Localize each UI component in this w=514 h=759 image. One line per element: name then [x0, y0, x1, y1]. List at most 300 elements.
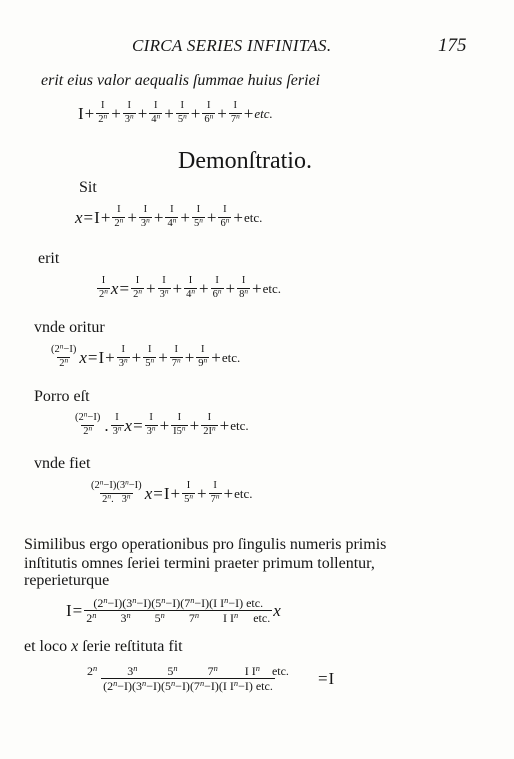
- eq1-den: [202, 113, 215, 126]
- eq8-e: n: [113, 679, 118, 689]
- eq5-den: [171, 425, 187, 438]
- eq7-e: n: [190, 596, 195, 606]
- eq2-den-base: 5: [193, 217, 200, 229]
- eq8-e: n: [170, 679, 176, 689]
- eq6-num: I: [213, 480, 217, 491]
- eq8-eq: =: [317, 669, 328, 688]
- eq7-one: I: [66, 601, 72, 620]
- eq4-num-exp: n: [59, 341, 64, 351]
- eq6-den-exp2: n: [126, 491, 131, 501]
- eq5-eq: =: [133, 415, 143, 435]
- eq8-e: n: [199, 679, 205, 689]
- equation-4: [48, 341, 241, 369]
- eq1-plus: +: [84, 103, 95, 123]
- eq1-den-base: 2: [98, 113, 104, 125]
- eq2-den: [192, 217, 205, 230]
- eq2-den: [139, 217, 152, 230]
- eq2-num: I: [196, 204, 201, 215]
- eq8-one: I: [328, 669, 335, 688]
- eq7-etc: etc.: [253, 611, 271, 625]
- eq6-num-c: (3: [116, 480, 126, 491]
- eq2-num: I: [117, 204, 121, 215]
- equation-2: [75, 205, 262, 229]
- eq4-den-base: 2: [59, 357, 65, 369]
- eq1-num: I: [233, 100, 238, 111]
- eq4-den-exp: n: [64, 355, 69, 365]
- word-erit: erit: [38, 250, 60, 267]
- eq3-plus: +: [225, 278, 236, 298]
- eq4-num-a: (2: [51, 344, 60, 355]
- eq7-b7: 7: [188, 611, 195, 625]
- eq8-m: −I): [238, 679, 253, 693]
- eq3-plus: +: [199, 278, 209, 298]
- eq4-x: x: [79, 347, 87, 367]
- eq3-den: [184, 288, 197, 301]
- eq8-t11: (I I: [218, 679, 234, 693]
- eq1-den: [149, 113, 162, 126]
- eq3-den: [158, 288, 171, 301]
- eq5-plus: +: [189, 415, 200, 435]
- eq7-t11: (I I: [209, 596, 225, 610]
- eq7-e: n: [126, 611, 131, 621]
- eq4-frac-7: [170, 345, 183, 369]
- eq8-den: [101, 678, 275, 692]
- eq8-t5: (5: [160, 679, 171, 693]
- eq3-frac-8: [237, 276, 250, 300]
- eq5-frac-3: [145, 413, 158, 437]
- eq2-plus: +: [233, 207, 243, 227]
- eq1-den-exp: n: [236, 111, 240, 121]
- eq6-num-b: −I): [103, 480, 117, 491]
- eq4-plus: +: [211, 347, 221, 367]
- eq3-num: I: [162, 275, 166, 286]
- eq7-e: n: [234, 611, 239, 621]
- eq8-m: −I): [146, 679, 161, 693]
- eq1-num: I: [100, 100, 105, 111]
- eq8-b11: I I: [244, 664, 256, 678]
- eq8-t2: (2: [103, 679, 114, 693]
- eq8-e: n: [255, 664, 260, 674]
- equation-3: [96, 276, 281, 300]
- eq4-frac-5: [143, 345, 156, 369]
- eq2-frac-5: [192, 205, 205, 229]
- eq5-den-exp: n: [151, 423, 156, 433]
- eq8-m: −I): [204, 679, 219, 693]
- eq6-frac-7: [209, 481, 222, 505]
- eq8-e: n: [93, 664, 98, 674]
- eq5-num-b: −I): [87, 412, 101, 423]
- eq4-den-base: 9: [198, 357, 204, 369]
- eq7-m: −I): [228, 596, 244, 610]
- eq1-plus: +: [137, 103, 148, 123]
- eq8-m: −I): [175, 679, 190, 693]
- eq4-num: I: [121, 344, 125, 355]
- eq3-num: I: [215, 275, 219, 286]
- eq4-num: I: [201, 344, 205, 355]
- eq6-den-base: 5: [184, 493, 190, 505]
- eq5-num: I: [149, 412, 153, 423]
- eq4-num: I: [174, 344, 178, 355]
- word-vnde-oritur: vnde oritur: [34, 319, 105, 336]
- eq7-e: n: [160, 611, 165, 621]
- eq1-den-exp: n: [103, 111, 108, 121]
- eq6-den-exp: n: [107, 491, 112, 501]
- eq5-den-exp: n: [117, 423, 122, 433]
- eq3-frac-lhs: [97, 276, 110, 300]
- eq6-plus: +: [223, 483, 234, 503]
- eq1-frac-4: [149, 101, 162, 125]
- eq4-eq: =: [87, 347, 98, 367]
- eq7-eq: =: [72, 601, 83, 620]
- eq3-x: x: [110, 278, 119, 298]
- eq7-b2: 2: [86, 611, 93, 625]
- et-loco: et loco: [24, 638, 68, 655]
- eq1-num: I: [180, 100, 185, 111]
- eq7-t2: (2: [93, 596, 104, 610]
- eq8-b7: 7: [207, 664, 214, 678]
- eq1-den-exp: n: [156, 111, 161, 121]
- eq8-num: [85, 665, 291, 678]
- eq1-den: [96, 113, 109, 126]
- eq7-t3: (3: [122, 596, 133, 610]
- eq7-e: n: [224, 596, 229, 606]
- eq3-plus: +: [252, 278, 262, 298]
- eq3-den-exp: n: [138, 286, 142, 296]
- running-head-title: CIRCA SERIES INFINITAS.: [132, 36, 332, 55]
- eq7-t7: (7: [180, 596, 191, 610]
- eq3-eq: =: [119, 278, 130, 298]
- eq1-frac-2: [96, 101, 109, 125]
- word-porro-est: Porro eſt: [34, 388, 90, 405]
- eq3-plus: +: [145, 278, 156, 298]
- eq4-plus: +: [105, 347, 115, 367]
- eq6-num: [89, 477, 144, 493]
- eq1-frac-7: [229, 101, 242, 125]
- eq3-den-exp: n: [244, 286, 249, 296]
- eq8-b5: 5: [167, 664, 174, 678]
- eq4-frac-3: [117, 345, 130, 369]
- eq4-frac-9: [196, 345, 209, 369]
- intro-line: erit eius valor aequalis ſummae huius ſeriei: [41, 72, 321, 89]
- eq6-den: [100, 493, 132, 506]
- eq8-e: n: [133, 664, 138, 674]
- eq7-x: x: [273, 601, 281, 620]
- eq4-plus: +: [184, 347, 195, 367]
- eq6-x: x: [144, 483, 153, 503]
- eq1-num: I: [127, 100, 131, 111]
- eq7-b3: 3: [120, 611, 127, 625]
- eq2-den-exp: n: [199, 215, 203, 225]
- eq4-frac-lhs: [49, 341, 78, 369]
- eq5-den-exp: n: [88, 423, 93, 433]
- eq1-plus: +: [243, 103, 254, 123]
- eq3-den-exp: n: [164, 286, 169, 296]
- eq3-den-exp: n: [217, 286, 222, 296]
- eq5-den-exp: n: [181, 423, 186, 433]
- eq8-b2: 2: [87, 664, 93, 678]
- eq1-den-base: 3: [124, 113, 131, 125]
- eq3-den: [237, 288, 250, 301]
- eq4-den: [196, 357, 209, 370]
- eq7-e: n: [161, 596, 166, 606]
- eq3-frac-2: [131, 276, 144, 300]
- eq8-m: −I): [117, 679, 133, 693]
- eq8-t3: (3: [132, 679, 143, 693]
- et-loco-line: [24, 639, 183, 655]
- eq3-den: [97, 288, 110, 301]
- eq5-den: [145, 425, 158, 438]
- eq1-den: [229, 113, 242, 126]
- eq5-den-base: 3: [112, 425, 118, 437]
- eq3-den-base: 2: [133, 288, 139, 300]
- eq4-den-exp: n: [150, 355, 155, 365]
- eq5-frac-15: [171, 413, 187, 437]
- eq1-den-exp: n: [130, 111, 134, 121]
- eq2-den-base: 4: [167, 217, 173, 229]
- word-vnde-fiet: vnde fiet: [34, 455, 91, 472]
- eq6-frac-lhs: [89, 477, 144, 505]
- eq3-num: I: [101, 275, 106, 286]
- eq5-num: I: [115, 412, 119, 423]
- eq6-den: [209, 493, 222, 506]
- eq1-den-base: 5: [177, 113, 184, 125]
- eq7-num: [91, 597, 265, 610]
- eq5-num-a: (2: [75, 412, 84, 423]
- eq7-e: n: [92, 611, 97, 621]
- serie-restituta: ſerie reſtituta fit: [82, 638, 183, 655]
- eq5-x: x: [124, 415, 133, 435]
- eq4-den-base: 5: [145, 357, 151, 369]
- eq2-plus: +: [100, 207, 111, 227]
- eq6-den-dot: .: [111, 493, 114, 505]
- eq2-den-exp: n: [225, 215, 230, 225]
- eq1-den-base: 7: [230, 113, 237, 125]
- eq1-num: I: [154, 100, 158, 111]
- eq1-num: I: [207, 100, 211, 111]
- eq5-den: [111, 425, 124, 438]
- eq6-den-exp: n: [215, 491, 220, 501]
- eq4-den: [170, 357, 183, 370]
- eq6-num-exp2: n: [125, 477, 129, 487]
- eq3-num: I: [135, 275, 140, 286]
- eq5-den-base: 3: [146, 425, 152, 437]
- eq1-plus: +: [164, 103, 174, 123]
- eq6-plus: +: [170, 483, 181, 503]
- eq6-eq: =: [153, 483, 163, 503]
- eq4-etc: etc.: [221, 349, 241, 365]
- closing-line-3: reperieturque: [24, 572, 110, 589]
- eq3-frac-6: [211, 276, 224, 300]
- eq8-b3: 3: [127, 664, 134, 678]
- eq7-m: −I): [165, 596, 181, 610]
- eq5-den-base: 2I: [203, 425, 212, 437]
- equation-8: [84, 665, 334, 692]
- eq6-frac-5: [182, 481, 195, 505]
- eq5-frac-b: [111, 413, 124, 437]
- eq6-plus: +: [197, 483, 207, 503]
- eq6-etc: etc.: [234, 485, 253, 501]
- eq6-num: I: [186, 480, 191, 491]
- eq6-den-base2: 3: [121, 493, 127, 505]
- eq2-den-exp: n: [146, 215, 150, 225]
- word-sit: Sit: [79, 179, 97, 196]
- eq3-den-exp: n: [104, 286, 108, 296]
- eq5-num-exp: n: [83, 409, 88, 419]
- eq1-plus: +: [111, 103, 121, 123]
- eq4-den-exp: n: [124, 355, 128, 365]
- eq7-m: −I): [136, 596, 152, 610]
- eq5-num: I: [177, 412, 182, 423]
- eq3-frac-3: [158, 276, 171, 300]
- eq3-num: I: [188, 275, 193, 286]
- eq6-num-d: −I): [128, 480, 142, 491]
- closing-line-1: Similibus ergo operationibus pro ſingulis numeris primis: [24, 536, 387, 553]
- eq3-den-base: 8: [239, 288, 245, 300]
- eq8-e: n: [142, 679, 147, 689]
- eq2-num: I: [170, 204, 174, 215]
- eq6-one: I: [163, 483, 170, 503]
- eq8-e: n: [233, 679, 239, 689]
- equation-1: [78, 101, 273, 125]
- eq8-big-frac: [85, 665, 291, 692]
- eq6-den: [182, 493, 195, 506]
- eq7-b5: 5: [154, 611, 161, 625]
- eq2-frac-3: [139, 205, 152, 229]
- eq2-den: [112, 217, 125, 230]
- eq2-frac-2: [112, 205, 125, 229]
- eq7-e: n: [194, 611, 200, 621]
- eq6-den-exp: n: [189, 491, 194, 501]
- eq2-frac-6: [218, 205, 231, 229]
- eq3-plus: +: [172, 278, 183, 298]
- eq5-frac-a: [73, 409, 102, 437]
- eq1-etc: etc.: [254, 105, 273, 121]
- eq2-plus: +: [153, 207, 164, 227]
- eq2-num: I: [223, 204, 227, 215]
- eq2-eq: =: [83, 207, 94, 227]
- eq4-plus: +: [158, 347, 168, 367]
- eq2-plus: +: [127, 207, 137, 227]
- eq1-den-exp: n: [209, 111, 214, 121]
- eq3-den: [131, 288, 144, 301]
- eq5-den: [81, 425, 94, 438]
- eq2-den-base: 3: [140, 217, 147, 229]
- eq4-den-base: 3: [118, 357, 124, 369]
- eq8-t7: (7: [189, 679, 200, 693]
- eq4-num-b: −I): [63, 344, 77, 355]
- eq4-num: I: [147, 344, 152, 355]
- eq7-b11: I I: [223, 611, 235, 625]
- eq2-plus: +: [180, 207, 190, 227]
- eq2-den-base: 6: [220, 217, 226, 229]
- eq5-plus: +: [159, 415, 170, 435]
- eq3-den-base: 4: [186, 288, 192, 300]
- eq2-den-exp: n: [119, 215, 124, 225]
- eq1-frac-6: [202, 101, 215, 125]
- eq7-m: −I): [194, 596, 210, 610]
- eq7-big-frac: [84, 597, 272, 624]
- eq5-den-base: I5: [173, 425, 182, 437]
- eq1-den: [176, 113, 189, 126]
- eq8-e: n: [213, 664, 218, 674]
- eq1-one: I: [78, 103, 84, 123]
- closing-line-2: inſtitutis omnes ſeriei termini praeter primum tollentur,: [24, 555, 375, 572]
- eq2-den-exp: n: [172, 215, 177, 225]
- eq1-den-exp: n: [183, 111, 187, 121]
- eq7-t5: (5: [151, 596, 162, 610]
- et-loco-x: x: [71, 638, 79, 655]
- eq3-den-base: 6: [212, 288, 218, 300]
- eq2-x: x: [75, 207, 83, 227]
- eq2-one: I: [94, 207, 100, 227]
- eq5-dot: .: [104, 415, 109, 435]
- eq3-den-base: 3: [159, 288, 165, 300]
- eq8-e: n: [173, 664, 178, 674]
- equation-5: [72, 409, 249, 437]
- eq5-frac-21: [201, 413, 217, 437]
- eq6-den-base: 2: [102, 493, 108, 505]
- eq4-one: I: [98, 347, 105, 367]
- eq1-den-base: 6: [204, 113, 210, 125]
- eq3-den-base: 2: [99, 288, 105, 300]
- eq1-den-base: 4: [151, 113, 157, 125]
- eq4-den: [57, 357, 70, 370]
- eq4-den-exp: n: [177, 355, 181, 365]
- eq2-plus: +: [206, 207, 217, 227]
- eq4-den-base: 7: [171, 357, 178, 369]
- eq2-num: I: [143, 204, 148, 215]
- eq1-frac-3: [123, 101, 136, 125]
- eq4-den: [117, 357, 130, 370]
- eq2-den-base: 2: [114, 217, 120, 229]
- eq8-etc: etc.: [271, 664, 289, 678]
- eq3-den: [211, 288, 224, 301]
- eq8-etc: etc.: [255, 679, 273, 693]
- page-number: 175: [438, 35, 467, 56]
- eq2-den: [218, 217, 231, 230]
- eq1-den: [123, 113, 136, 126]
- eq3-etc: etc.: [262, 280, 282, 296]
- eq5-den-exp: n: [211, 423, 216, 433]
- equation-6: [88, 477, 253, 505]
- eq7-e: n: [103, 596, 108, 606]
- eq3-num: I: [241, 275, 246, 286]
- eq6-den-base: 7: [210, 493, 216, 505]
- eq7-den: [84, 610, 272, 624]
- eq4-plus: +: [131, 347, 142, 367]
- eq5-etc: etc.: [230, 417, 249, 433]
- equation-7: [66, 597, 281, 624]
- eq4-den-exp: n: [203, 355, 208, 365]
- eq5-plus: +: [219, 415, 230, 435]
- eq5-den-base: 2: [83, 425, 89, 437]
- eq4-den: [143, 357, 156, 370]
- section-heading: Demonſtratio.: [178, 148, 312, 174]
- eq2-frac-4: [165, 205, 178, 229]
- eq2-etc: etc.: [243, 209, 263, 225]
- eq6-num-exp: n: [99, 477, 104, 487]
- eq3-frac-4: [184, 276, 197, 300]
- eq3-den-exp: n: [191, 286, 196, 296]
- eq1-plus: +: [217, 103, 227, 123]
- eq7-m: −I): [107, 596, 123, 610]
- eq7-etc: etc.: [246, 596, 264, 610]
- eq1-plus: +: [190, 103, 201, 123]
- eq5-num: I: [207, 412, 212, 423]
- eq7-e: n: [132, 596, 137, 606]
- eq5-den: [201, 425, 217, 438]
- eq2-den: [165, 217, 178, 230]
